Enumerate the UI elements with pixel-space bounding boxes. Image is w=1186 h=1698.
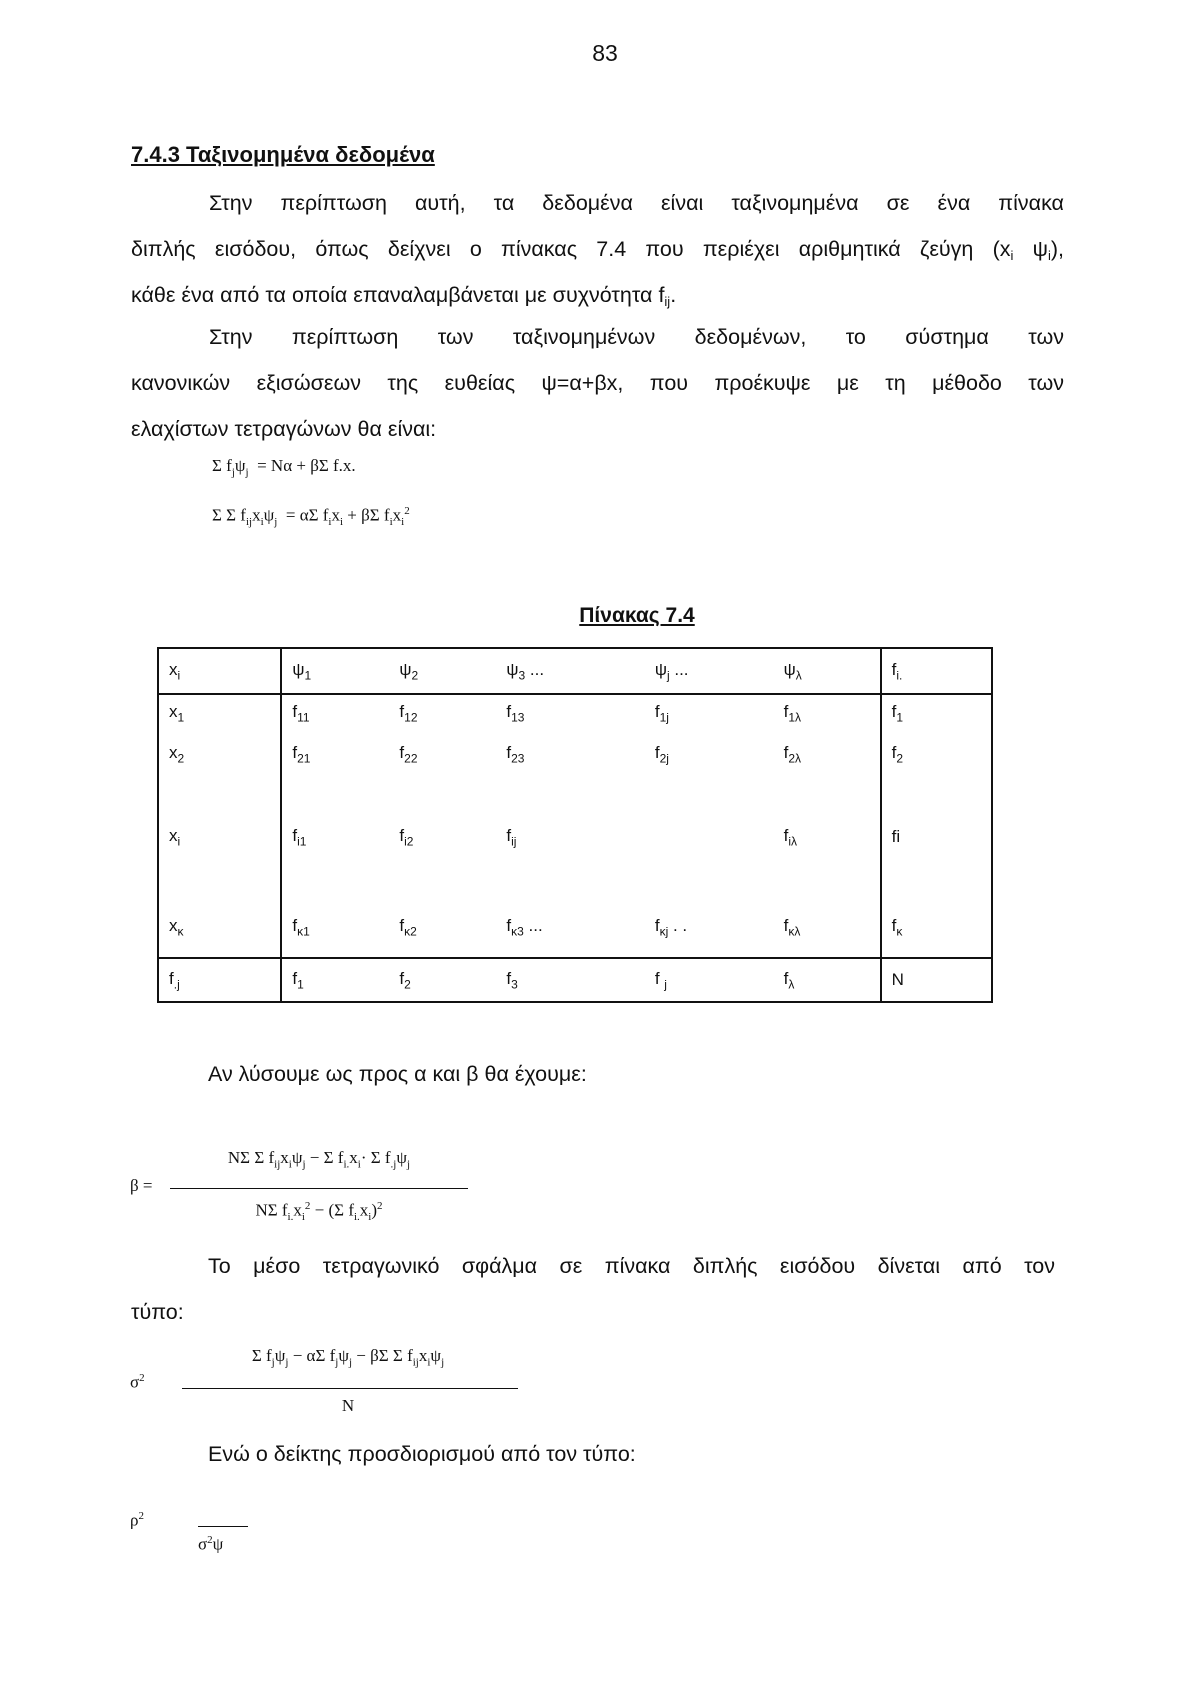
table-cell: $f_{\kappa 1}$ xyxy=(281,867,389,958)
table-cell: $f_{\kappa 3}$ ... xyxy=(506,915,543,939)
paragraph-normal-equations xyxy=(131,314,1064,452)
table-cell: $f_2$ xyxy=(881,731,992,777)
fraction-line xyxy=(170,1188,468,1189)
table-cell: $\psi_3$ ... xyxy=(496,648,644,694)
table-cell: $f_{i\lambda}$ xyxy=(783,825,798,849)
table-cell: $f_{\kappa j}$ . . xyxy=(654,915,688,939)
table-cell: $f_{11}$ xyxy=(281,694,389,731)
formula-rho-lhs: $\rho^2$ xyxy=(130,1510,144,1530)
table-cell: $f_{2j}$ xyxy=(654,742,669,766)
table-cell: $f_{.j}$ xyxy=(158,958,281,1002)
table-cell: f $_j$ xyxy=(645,958,774,1002)
table-cell: $\psi_\lambda$ xyxy=(774,648,881,694)
section-heading: 7.4.3 Ταξινομημένα δεδομένα xyxy=(131,142,435,167)
formula-beta-numerator: NΣ Σ $f_{ij}x_i\psi_j - \Sigma$ $f_{i.}x_i\cdot \Sigma$ $f_{.j}\psi_j$ xyxy=(227,1148,411,1171)
table-cell: $f_{23}$ xyxy=(506,742,525,766)
paragraph-line: διπλής εισόδου, όπως δείχνει ο πίνακας 7.4 που περιέχει αριθμητικά ζεύγη ($x_i$ $\psi_i$), xyxy=(131,237,1064,263)
table-cell: $x_1$ xyxy=(158,694,281,731)
formula-sigma-numerator: Σ $f_j\psi_j - \alpha\Sigma$ $f_j\psi_j - \beta\Sigma$ Σ $f_{ij}x_i\psi_j$ xyxy=(251,1346,445,1369)
table-cell: $f_{2\lambda}$ xyxy=(783,742,802,766)
text-index: Ενώ ο δείκτης προσδιορισμού από τον τύπο: xyxy=(208,1442,636,1466)
text-solve: Αν λύσουμε ως προς α και β θα έχουμε: xyxy=(208,1062,587,1086)
table-header-row xyxy=(158,648,992,694)
paragraph-line: κάθε ένα από τα οποία επαναλαμβάνεται με συχνότητα $f_{ij}$. xyxy=(131,283,677,309)
table-cell: $f_{i.}$ xyxy=(881,648,992,694)
table-cell: N xyxy=(881,958,992,1002)
table-cell: $\psi_2$ xyxy=(389,648,496,694)
text-mse-line1: Το μέσο τετραγωνικό σφάλμα σε πίνακα διπλής εισόδου δίνεται από τον xyxy=(208,1254,1055,1278)
table-row xyxy=(158,731,992,777)
formula-beta-lhs: β = xyxy=(130,1176,153,1195)
table-cell: $\psi_j$ ... xyxy=(645,648,774,694)
paragraph-line: κανονικών εξισώσεων της ευθείας ψ=α+βx, που προέκυψε με τη μέθοδο των xyxy=(131,371,1064,395)
table-cell: $f_3$ xyxy=(496,958,644,1002)
table-row xyxy=(158,694,992,731)
formula-beta-denominator: NΣ $f_{i.}x_i^2 - (\Sigma$ $f_{i.}x_i)^2$ xyxy=(255,1200,383,1224)
table-cell: $f_{13}$ xyxy=(506,701,525,725)
paragraph-intro xyxy=(131,180,1064,318)
table-cell: $x_2$ xyxy=(158,731,281,777)
table-cell: $x_i$ xyxy=(158,648,281,694)
table-cell xyxy=(645,777,774,867)
table-cell: $f_{i2}$ xyxy=(399,825,414,849)
table-cell: $\psi_1$ xyxy=(281,648,389,694)
fraction-line xyxy=(198,1526,248,1527)
table-cell: $x_i$ xyxy=(158,777,281,867)
table-footer-row xyxy=(158,958,992,1002)
table-cell: $f_1$ xyxy=(881,694,992,731)
table-cell: $f_{\kappa 2}$ xyxy=(399,915,417,939)
formula-sigma-lhs: $\sigma^2$ xyxy=(130,1372,145,1392)
paragraph-line: ελαχίστων τετραγώνων θα είναι: xyxy=(131,417,437,441)
frequency-table xyxy=(157,647,993,1003)
table-cell: $f_{ij}$ xyxy=(506,825,517,849)
paragraph-line: Στην περίπτωση αυτή, τα δεδομένα είναι ταξινομημένα σε ένα πίνακα xyxy=(209,191,1064,215)
equation-normal-1: Σ $f_j\psi_j = N\alpha + \beta\Sigma$ f.x. xyxy=(212,456,356,479)
formula-sigma-denominator: N xyxy=(341,1396,355,1415)
table-row xyxy=(158,867,992,958)
paragraph-line: Στην περίπτωση των ταξινομημένων δεδομένων, το σύστημα των xyxy=(209,325,1064,349)
text-mse-line2: τύπο: xyxy=(131,1300,184,1324)
page-number: 83 xyxy=(592,40,618,66)
equation-normal-2: Σ Σ $f_{ij}x_i\psi_j = \alpha\Sigma$ $f_ix_i + \beta\Sigma$ $f_ix_i^2$ xyxy=(212,505,410,529)
table-cell: $f_2$ xyxy=(389,958,496,1002)
fraction-line xyxy=(182,1388,518,1389)
table-cell: fi xyxy=(881,777,992,867)
table-cell: $f_{1j}$ xyxy=(654,701,669,725)
table-cell: $f_{1\lambda}$ xyxy=(783,701,802,725)
table-cell: $f_\lambda$ xyxy=(774,958,881,1002)
formula-rho-denominator: $\sigma^2\psi$ xyxy=(198,1534,224,1554)
table-cell: $f_{12}$ xyxy=(399,701,418,725)
table-cell: $f_{21}$ xyxy=(281,731,389,777)
table-cell: $f_1$ xyxy=(281,958,389,1002)
table-cell: $f_{i1}$ xyxy=(281,777,389,867)
table-cell: $x_\kappa$ xyxy=(158,867,281,958)
table-caption: Πίνακας 7.4 xyxy=(579,604,695,627)
table-cell: $f_\kappa$ xyxy=(881,867,992,958)
table-cell: $f_{22}$ xyxy=(399,742,418,766)
table-row xyxy=(158,777,992,867)
table-cell: $f_{\kappa\lambda}$ xyxy=(783,915,801,939)
